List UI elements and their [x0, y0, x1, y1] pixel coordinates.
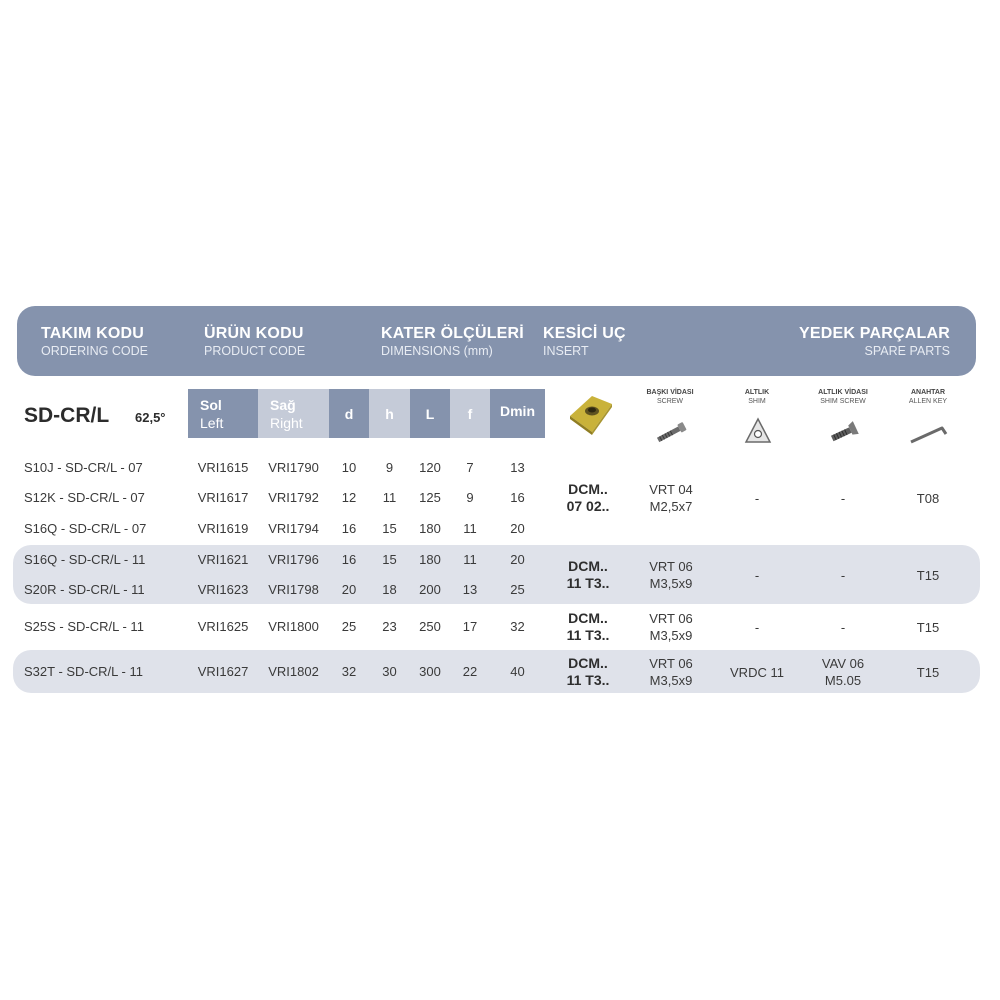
shim-screw-code [803, 490, 883, 507]
allen-key-code [888, 664, 968, 681]
cell-dmin: 13 [510, 460, 525, 475]
col-header-left [188, 389, 258, 438]
cell-L: 200 [419, 582, 441, 597]
dimensions-subtitle: DIMENSIONS (mm) [381, 344, 493, 358]
col-header-sol: Sol [200, 397, 222, 413]
shim-code [717, 664, 797, 681]
allen-key-header-tr: ANAHTAR [910, 389, 946, 396]
shim-screw-code-line1: - [840, 619, 846, 635]
screw-header-en: SCREW [656, 398, 684, 405]
cell-d: 10 [341, 460, 357, 475]
insert-code [548, 610, 628, 644]
col-header-dmin-label: Dmin [500, 403, 535, 419]
col-header-f [450, 389, 490, 438]
allen-key-code-line1: T15 [916, 567, 940, 583]
cell-right: VRI1792 [268, 490, 319, 505]
shim-screw-code-line2: M5.05 [824, 673, 862, 688]
cell-d: 32 [341, 664, 357, 679]
insert-code-line2: 11 T3.. [566, 575, 610, 591]
tool-title: SD-CR/L [24, 404, 110, 427]
cell-dmin: 20 [510, 521, 525, 536]
cell-L: 120 [419, 460, 441, 475]
shim-header [717, 388, 797, 406]
allen-key-code-line1: T15 [916, 664, 940, 680]
cell-code: S16Q - SD-CR/L - 11 [24, 552, 146, 567]
col-header-right-en: Right [270, 415, 303, 431]
cell-f: 11 [463, 552, 477, 567]
cell-h: 9 [385, 460, 394, 475]
screw-code-line1: VRT 04 [649, 482, 693, 497]
spare-parts-title: YEDEK PARÇALAR [799, 325, 950, 342]
insert-code-line1: DCM.. [568, 558, 608, 574]
cell-f: 11 [463, 521, 477, 536]
shim-code-line1: - [754, 567, 760, 583]
insert-code [548, 655, 628, 689]
insert-subtitle: INSERT [543, 344, 589, 358]
shim-screw-code [803, 655, 883, 689]
cell-f: 7 [466, 460, 474, 475]
cell-f: 17 [462, 619, 478, 634]
shim-screw-header-tr: ALTLIK VİDASI [818, 389, 868, 396]
cell-h: 15 [382, 521, 397, 536]
cell-L: 250 [419, 619, 441, 634]
allen-key-code [888, 490, 968, 507]
shim-header-en: SHIM [748, 398, 766, 405]
shim-header-tr: ALTLIK [744, 389, 770, 396]
col-header-d [329, 389, 369, 438]
screw-code [630, 481, 712, 515]
cell-right: VRI1790 [268, 460, 319, 475]
cell-L: 180 [419, 552, 441, 567]
screw-header [630, 388, 710, 406]
cell-d: 25 [341, 619, 357, 634]
shim-code-line1: - [754, 490, 760, 506]
screw-code-line2: M2,5x7 [649, 499, 693, 514]
cell-dmin: 32 [510, 619, 525, 634]
approach-angle: 62,5° [135, 410, 166, 425]
shim-code-line1: - [754, 619, 760, 635]
cell-code: S25S - SD-CR/L - 11 [24, 619, 144, 634]
screw-code [630, 655, 712, 689]
cell-d: 16 [341, 521, 357, 536]
spare-parts-subtitle: SPARE PARTS [864, 344, 950, 358]
cell-d: 16 [341, 552, 357, 567]
col-header-h [369, 389, 410, 438]
col-header-right [258, 389, 329, 438]
cell-dmin: 40 [510, 664, 525, 679]
dimensions-title: KATER ÖLÇÜLERİ [381, 325, 524, 342]
insert-code-line2: 11 T3.. [566, 627, 610, 643]
cell-left: VRI1619 [197, 521, 249, 536]
shim-screw-code-line1: VAV 06 [821, 656, 865, 671]
shim-screw-code [803, 567, 883, 584]
cell-left: VRI1617 [197, 490, 249, 505]
ordering-code-title: TAKIM KODU [41, 325, 145, 342]
allen-key-code-line1: T15 [916, 619, 940, 635]
col-header-dmin [490, 389, 545, 438]
col-header-f-label: f [467, 406, 473, 422]
insert-code-line2: 07 02.. [566, 498, 610, 514]
cell-left: VRI1625 [197, 619, 249, 634]
cell-h: 15 [382, 552, 397, 567]
cell-h: 11 [382, 490, 397, 505]
screw-code-line2: M3,5x9 [649, 673, 693, 688]
cell-f: 9 [466, 490, 474, 505]
cell-dmin: 16 [510, 490, 525, 505]
product-code-subtitle: PRODUCT CODE [204, 344, 306, 358]
screw-code-line2: M3,5x9 [649, 576, 693, 591]
cell-L: 180 [419, 521, 441, 536]
allen-key-code [888, 619, 968, 636]
cell-f: 22 [462, 664, 478, 679]
insert-code-line1: DCM.. [568, 655, 608, 671]
screw-code [630, 558, 712, 592]
shim-code [717, 619, 797, 636]
product-code-title: ÜRÜN KODU [204, 325, 304, 342]
insert-code-line2: 11 T3.. [566, 672, 610, 688]
col-header-d-label: d [344, 406, 354, 422]
shim-icon [743, 416, 773, 446]
col-header-L [410, 389, 450, 438]
cell-code: S12K - SD-CR/L - 07 [24, 490, 145, 505]
screw-code-line2: M3,5x9 [649, 628, 693, 643]
cell-code: S32T - SD-CR/L - 11 [24, 664, 143, 679]
cell-dmin: 25 [510, 582, 525, 597]
cell-left: VRI1621 [197, 552, 249, 567]
cell-left: VRI1615 [197, 460, 249, 475]
shim-screw-code [803, 619, 883, 636]
insert-code-line1: DCM.. [568, 481, 608, 497]
cell-h: 30 [382, 664, 397, 679]
cell-left: VRI1623 [197, 582, 249, 597]
shim-screw-icon [826, 420, 862, 446]
cell-L: 125 [419, 490, 441, 505]
ordering-code-subtitle: ORDERING CODE [41, 344, 148, 358]
cell-d: 20 [341, 582, 357, 597]
cell-f: 13 [462, 582, 478, 597]
col-header-left-en: Left [200, 415, 224, 431]
screw-code [630, 610, 712, 644]
screw-code-line1: VRT 06 [649, 611, 693, 626]
allen-key-header [888, 388, 968, 406]
insert-code [548, 481, 628, 515]
col-header-L-label: L [425, 406, 435, 422]
col-header-h-label: h [385, 406, 394, 422]
cell-dmin: 20 [510, 552, 525, 567]
shim-screw-code-line1: - [840, 490, 846, 506]
cell-h: 23 [382, 619, 397, 634]
shim-screw-header-en: SHIM SCREW [820, 398, 866, 405]
cell-right: VRI1796 [268, 552, 319, 567]
shim-code-line1: VRDC 11 [730, 664, 784, 680]
allen-key-code [888, 567, 968, 584]
screw-code-line1: VRT 06 [649, 559, 693, 574]
screw-code-line1: VRT 06 [649, 656, 693, 671]
screw-header-tr: BAŞKI VİDASI [646, 389, 694, 396]
allen-key-header-en: ALLEN KEY [908, 398, 948, 405]
cell-code: S10J - SD-CR/L - 07 [24, 460, 143, 475]
col-header-sag: Sağ [270, 397, 296, 413]
cell-code: S20R - SD-CR/L - 11 [24, 582, 145, 597]
insert-title: KESİCİ UÇ [543, 325, 626, 342]
allen-key-code-line1: T08 [916, 490, 940, 506]
shim-screw-code-line1: - [840, 567, 846, 583]
screw-icon [652, 418, 692, 446]
cell-right: VRI1794 [268, 521, 319, 536]
cell-left: VRI1627 [197, 664, 249, 679]
cell-right: VRI1798 [268, 582, 319, 597]
allen-key-icon [908, 420, 950, 446]
cell-h: 18 [382, 582, 397, 597]
cell-code: S16Q - SD-CR/L - 07 [24, 521, 147, 536]
cell-right: VRI1800 [268, 619, 319, 634]
shim-screw-header [803, 388, 883, 406]
shim-code [717, 567, 797, 584]
cell-d: 12 [341, 490, 357, 505]
shim-code [717, 490, 797, 507]
insert-code [548, 558, 628, 592]
insert-code-line1: DCM.. [568, 610, 608, 626]
insert-icon [566, 392, 616, 436]
cell-L: 300 [419, 664, 441, 679]
cell-right: VRI1802 [268, 664, 319, 679]
